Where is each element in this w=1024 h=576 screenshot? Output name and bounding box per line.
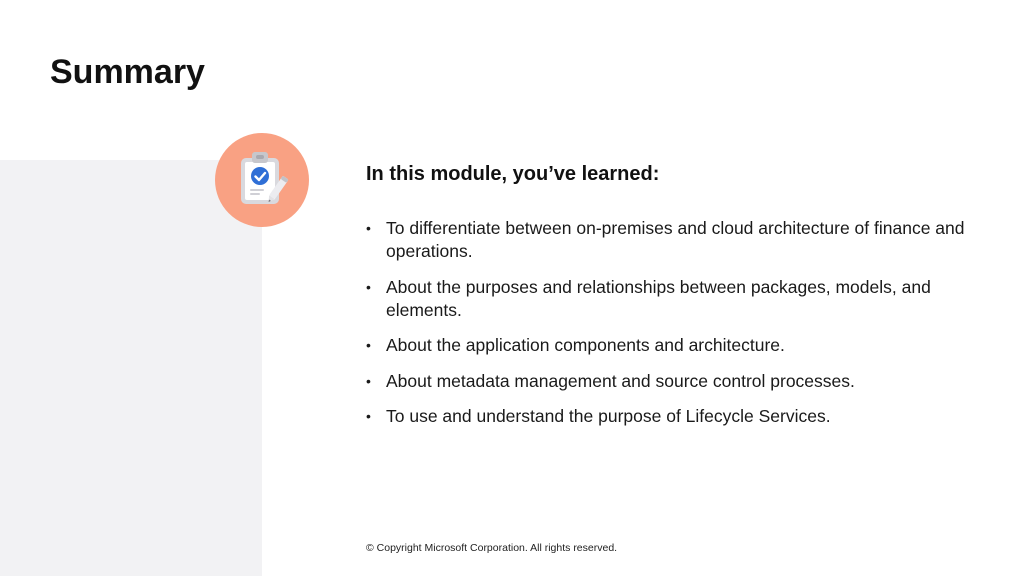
summary-subheading: In this module, you’ve learned: [366, 163, 660, 185]
summary-content [366, 160, 966, 441]
clipboard-check-icon [215, 133, 309, 227]
list-item-text: About the application components and architecture. [386, 335, 785, 355]
bullet-marker: • [366, 337, 371, 353]
bullet-marker: • [366, 372, 371, 389]
clipboard-icon-graphic [215, 133, 309, 227]
slide-title: Summary [50, 53, 205, 91]
list-item-text: To differentiate between on-premises and cloud architecture of finance and operations. [386, 218, 965, 261]
list-item [366, 370, 966, 393]
list-item-text: About metadata management and source control processes. [386, 370, 855, 391]
list-item-text: To use and understand the purpose of Lifecycle Services. [386, 406, 831, 426]
list-item-text: About the purposes and relationships between packages, models, and elements. [386, 276, 931, 320]
bullet-marker: • [366, 278, 371, 295]
list-item [366, 334, 966, 357]
list-item [366, 276, 966, 322]
list-item [366, 405, 966, 428]
summary-bullet-list [366, 217, 966, 428]
copyright-notice: © Copyright Microsoft Corporation. All rights reserved. [366, 542, 618, 554]
bullet-marker: • [366, 408, 371, 424]
bullet-marker: • [366, 220, 371, 236]
list-item [366, 217, 966, 263]
